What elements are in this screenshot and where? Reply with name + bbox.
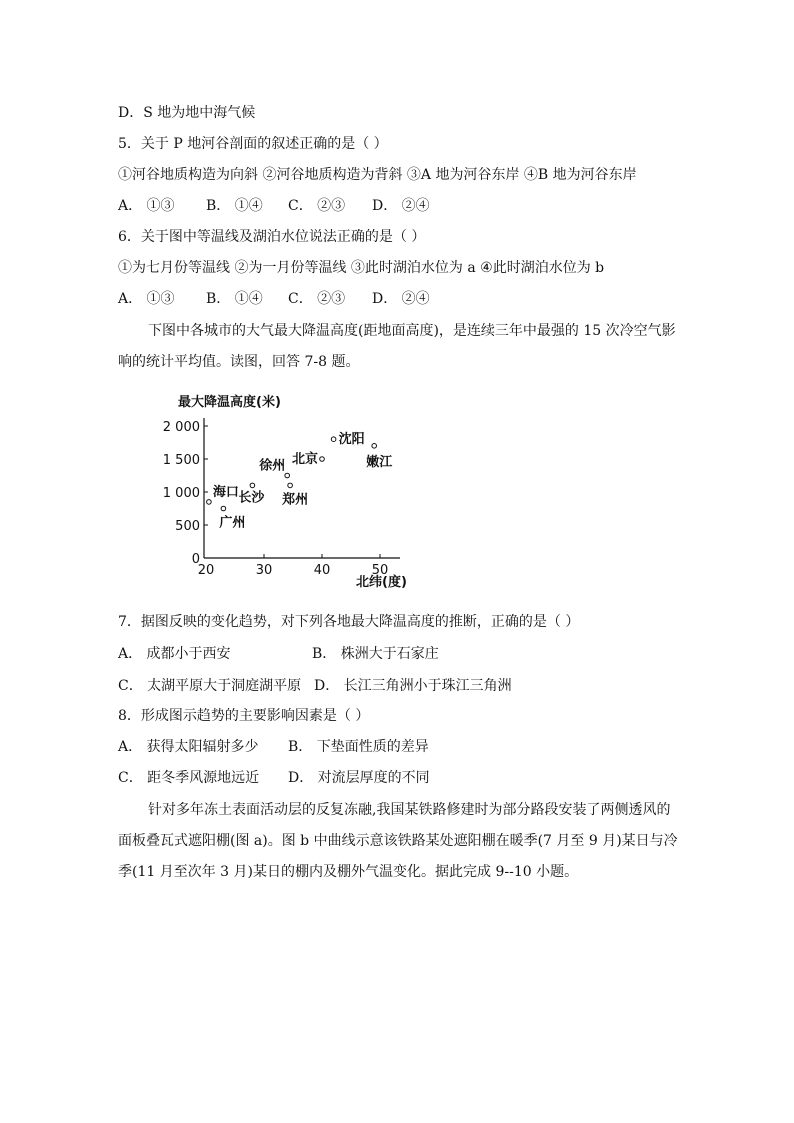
- q5-option-d[interactable]: D． ②④: [372, 198, 430, 214]
- q6-option-d[interactable]: D． ②④: [372, 291, 430, 307]
- q6-option-b[interactable]: B． ①④: [206, 291, 263, 307]
- question-5: 5．关于 P 地河谷剖面的叙述正确的是（ ）: [118, 136, 388, 152]
- question-8-options-row1: [118, 737, 429, 757]
- y-tick-label: 1 000: [162, 486, 200, 501]
- question-8: 8．形成图示趋势的主要影响因素是（ ）: [118, 708, 370, 724]
- point-label: 海口: [212, 484, 239, 500]
- q7-option-d[interactable]: D． 长江三角洲小于珠江三角洲: [314, 678, 512, 694]
- point-label: 广州: [219, 515, 246, 531]
- question-6-statements: ①为七月份等温线 ②为一月份等温线 ③此时湖泊水位为 a ④此时湖泊水位为 b: [118, 260, 605, 276]
- q8-option-a[interactable]: A． 获得太阳辐射多少: [118, 739, 259, 755]
- question-7: 7．据图反映的变化趋势，对下列各地最大降温高度的推断，正确的是（ ）: [118, 614, 580, 630]
- point-label: 长沙: [238, 490, 265, 506]
- data-point: [320, 457, 325, 462]
- question-6-options: [118, 289, 430, 309]
- cooling-height-chart: [160, 386, 420, 596]
- data-point: [288, 483, 293, 488]
- question-8-options-row2: [118, 768, 430, 788]
- q6-option-a[interactable]: A． ①③: [118, 291, 175, 307]
- point-label: 郑州: [282, 492, 309, 508]
- x-tick-label: 30: [255, 563, 273, 578]
- x-axis-label: 北纬(度): [356, 575, 407, 590]
- q5-option-a[interactable]: A． ①③: [118, 198, 175, 214]
- question-7-options-row1: [118, 644, 439, 664]
- chart-points: [207, 431, 394, 530]
- question-5-options: [118, 196, 430, 216]
- q5-option-b[interactable]: B． ①④: [206, 198, 263, 214]
- point-label: 沈阳: [338, 432, 365, 448]
- q5-option-c[interactable]: C． ②③: [288, 198, 346, 214]
- q8-option-d[interactable]: D． 对流层厚度的不同: [288, 770, 430, 786]
- data-point: [250, 483, 255, 488]
- x-tick-label: 40: [313, 563, 331, 578]
- point-label: 徐州: [259, 458, 286, 474]
- point-label: 北京: [292, 452, 319, 467]
- passage-line-2: 面板叠瓦式遮阳棚(图 a)。图 b 中曲线示意该铁路某处遮阳棚在暖季(7 月至 9 月)某日与冷: [118, 833, 678, 849]
- data-point: [285, 473, 290, 478]
- y-tick-label: 0: [191, 552, 200, 567]
- question-6: 6．关于图中等温线及湖泊水位说法正确的是（ ）: [118, 229, 426, 245]
- passage-line-3: 季(11 月至次年 3 月)某日的棚内及棚外气温变化。据此完成 9--10 小题。: [118, 864, 579, 880]
- passage-line-1: 针对多年冻土表面活动层的反复冻融,我国某铁路修建时为部分路段安装了两侧透风的: [148, 802, 671, 818]
- y-tick-label: 1 500: [162, 453, 200, 468]
- chart-intro-line-1: 下图中各城市的大气最大降温高度(距地面高度)，是连续三年中最强的 15 次冷空气影: [148, 323, 676, 339]
- option-d-previous: D．S 地为地中海气候: [118, 105, 256, 121]
- q6-option-c[interactable]: C． ②③: [288, 291, 346, 307]
- data-point: [207, 500, 212, 505]
- x-tick-label: 20: [197, 563, 215, 578]
- data-point: [331, 437, 336, 442]
- chart-title: 最大降温高度(米): [178, 395, 281, 410]
- data-point: [372, 444, 377, 449]
- x-tick-label: 50: [371, 563, 389, 578]
- data-point: [221, 506, 226, 511]
- y-axis-ticks: [163, 420, 208, 567]
- y-tick-label: 2 000: [162, 420, 200, 435]
- q8-option-c[interactable]: C． 距冬季风源地远近: [118, 770, 260, 786]
- q8-option-b[interactable]: B． 下垫面性质的差异: [288, 739, 429, 755]
- y-tick-label: 500: [175, 519, 200, 534]
- question-5-statements: ①河谷地质构造为向斜 ②河谷地质构造为背斜 ③A 地为河谷东岸 ④B 地为河谷东岸: [118, 167, 637, 183]
- q7-option-a[interactable]: A． 成都小于西安: [118, 646, 231, 662]
- point-label: 嫩江: [366, 454, 393, 470]
- q7-option-b[interactable]: B． 株洲大于石家庄: [312, 646, 439, 662]
- question-7-options-row2: [118, 676, 512, 696]
- q7-option-c[interactable]: C． 太湖平原大于洞庭湖平原: [118, 678, 302, 694]
- chart-intro-line-2: 响的统计平均值。读图，回答 7-8 题。: [118, 354, 360, 370]
